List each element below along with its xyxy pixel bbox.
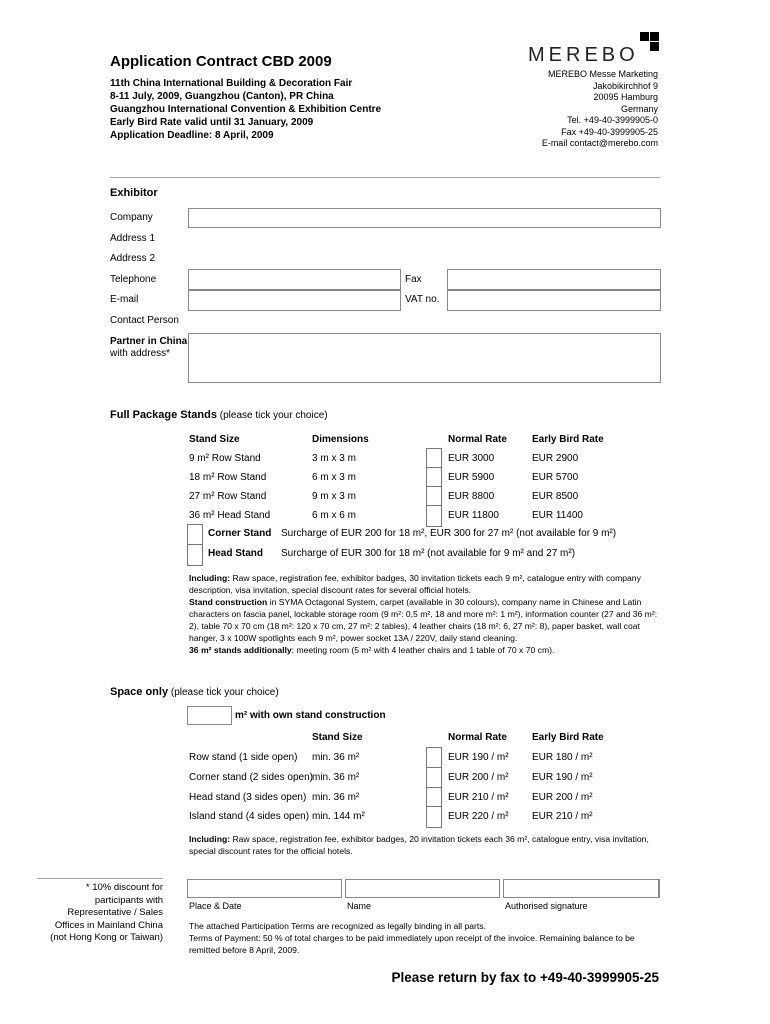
- space-size-cell: min. 144 m²: [312, 811, 365, 822]
- vat-field[interactable]: [447, 290, 661, 311]
- space-size-cell: min. 36 m²: [312, 752, 360, 763]
- company-address: [542, 69, 658, 150]
- space-only-title: Space only: [110, 686, 169, 698]
- col-normal-rate: Normal Rate: [448, 434, 507, 445]
- header-divider: [110, 177, 660, 178]
- normal-rate-cell: EUR 3000: [448, 453, 495, 464]
- stand-construction-text: hanger, 3 x 100W spotlights each 9 m², power socket 13A / 220V, daily stand cleaning.: [189, 633, 518, 643]
- space-including-label: Including:: [189, 834, 231, 844]
- space-early-cell: EUR 200 / m²: [532, 792, 593, 803]
- partner-address-field[interactable]: [188, 333, 661, 383]
- col-dimensions: Dimensions: [312, 434, 369, 445]
- logo-text: MEREBO: [528, 44, 639, 66]
- space-early-cell: EUR 190 / m²: [532, 772, 593, 783]
- contact-person-label: Contact Person: [110, 315, 179, 326]
- space-normal-cell: EUR 190 / m²: [448, 752, 509, 763]
- space-only-description: [189, 833, 649, 857]
- stand-size-cell: 27 m² Row Stand: [189, 491, 267, 502]
- dimensions-cell: 3 m x 3 m: [312, 453, 356, 464]
- deadline-note: Application Deadline: 8 April, 2009: [110, 130, 274, 141]
- space-m2-label: m² with own stand construction: [235, 710, 386, 721]
- space-checkbox[interactable]: [426, 767, 442, 789]
- space-only-heading: [110, 686, 279, 699]
- address-line: E-mail contact@merebo.com: [541, 138, 658, 148]
- head-stand-checkbox[interactable]: [187, 544, 203, 566]
- head-stand-surcharge: Surcharge of EUR 300 for 18 m² (not available for 9 m² and 27 m²): [281, 548, 576, 559]
- space-early-cell: EUR 210 / m²: [532, 811, 593, 822]
- event-name: 11th China International Building & Decoration Fair: [110, 78, 353, 89]
- early-rate-cell: EUR 11400: [532, 510, 583, 521]
- footnote-line: Representative / Sales: [67, 907, 163, 918]
- space-normal-cell: EUR 210 / m²: [448, 792, 509, 803]
- full-package-note: (please tick your choice): [219, 410, 328, 421]
- full-package-title: Full Package Stands: [110, 409, 217, 421]
- place-date-field[interactable]: [187, 879, 342, 898]
- full-package-heading: [110, 409, 328, 422]
- space-type-cell: Head stand (3 sides open): [189, 792, 307, 803]
- email-field[interactable]: [188, 290, 401, 311]
- name-label: Name: [347, 901, 372, 911]
- including-label: Including:: [189, 573, 231, 583]
- partner-sublabel: with address*: [110, 348, 171, 359]
- normal-rate-cell: EUR 11800: [448, 510, 499, 521]
- company-label: Company: [110, 212, 153, 223]
- address-line: Germany: [620, 103, 658, 114]
- address-line: MEREBO Messe Marketing: [547, 69, 658, 79]
- address-line: 20095 Hamburg: [593, 92, 658, 102]
- corner-stand-surcharge: Surcharge of EUR 200 for 18 m², EUR 300 for 27 m² (not available for 9 m²): [281, 528, 617, 539]
- space-type-cell: Island stand (4 sides open): [189, 811, 310, 822]
- space-checkbox[interactable]: [426, 806, 442, 828]
- stand-construction-text: 2), table 70 x 70 cm (18 m²: 120 x 70 cm, 27 m²: 2 tables), 4 leather chairs (18 m²: 6, 27 m²: 8), paper basket, wall coat: [189, 621, 640, 631]
- company-field[interactable]: [188, 208, 661, 228]
- footnote-divider: [37, 878, 163, 879]
- address1-label: Address 1: [110, 233, 156, 244]
- partner-label: Partner in China: [110, 336, 188, 347]
- early-rate-cell: EUR 5700: [532, 472, 579, 483]
- merebo-logo: [528, 32, 660, 66]
- address-line: Tel. +49-40-3999905-0: [567, 115, 658, 125]
- space-checkbox[interactable]: [426, 747, 442, 769]
- discount-footnote: [50, 882, 163, 945]
- dimensions-cell: 6 m x 3 m: [312, 472, 356, 483]
- space-early-cell: EUR 180 / m²: [532, 752, 593, 763]
- head-stand-label: Head Stand: [208, 548, 264, 559]
- exhibitor-heading: Exhibitor: [110, 187, 158, 199]
- additional-label: 36 m² stands additionally: [189, 645, 292, 655]
- space-m2-field[interactable]: [187, 706, 232, 725]
- stand-construction-label: Stand construction: [189, 597, 268, 607]
- stand-construction-text: in SYMA Octagonal System, carpet (available in 30 colours), company name in Chinese and Latin: [267, 597, 642, 607]
- space-only-note: (please tick your choice): [170, 687, 279, 698]
- footnote-line: Offices in Mainland China: [54, 919, 163, 931]
- signature-field-vline: [658, 879, 659, 898]
- fax-label: Fax: [405, 274, 422, 285]
- fax-field[interactable]: [447, 269, 661, 290]
- telephone-field[interactable]: [188, 269, 401, 290]
- col-space-normal-rate: Normal Rate: [448, 732, 507, 743]
- place-date-label: Place & Date: [189, 901, 242, 911]
- space-including-text: special discount rates for the official hotels.: [189, 846, 353, 856]
- col-stand-size: Stand Size: [189, 434, 240, 445]
- stand-size-cell: 18 m² Row Stand: [189, 472, 267, 483]
- space-size-cell: min. 36 m²: [312, 772, 360, 783]
- logo-square-1: [640, 32, 649, 41]
- space-including-text: Raw space, registration fee, exhibitor badges, 20 invitation tickets each 36 m², catalogue entry, visa invitation,: [230, 834, 649, 844]
- early-rate-cell: EUR 8500: [532, 491, 579, 502]
- event-venue: Guangzhou International Convention & Exhibition Centre: [110, 104, 382, 115]
- return-fax-instruction: Please return by fax to +49-40-3999905-25: [391, 970, 659, 985]
- name-field[interactable]: [345, 879, 500, 898]
- event-dates: 8-11 July, 2009, Guangzhou (Canton), PR China: [110, 91, 334, 102]
- terms-line: Terms of Payment: 50 % of total charges to be paid immediately upon receipt of the invoice. Remaining balance to be: [189, 933, 635, 943]
- space-normal-cell: EUR 220 / m²: [448, 811, 509, 822]
- space-normal-cell: EUR 200 / m²: [448, 772, 509, 783]
- logo-square-2: [650, 32, 659, 41]
- col-early-bird-rate: Early Bird Rate: [532, 434, 604, 445]
- footnote-line: (not Hong Kong or Taiwan): [50, 932, 163, 943]
- additional-text: : meeting room (5 m² with 4 leather chairs and 1 table of 70 x 70 cm).: [291, 645, 555, 655]
- stand-construction-text: characters on fascia panel, lockable storage room (9 m²: 0,5 m², 18 and more m²: 1 m²), information counter (27 and 36 m²:: [189, 609, 658, 619]
- page-title: Application Contract CBD 2009: [110, 53, 332, 70]
- telephone-label: Telephone: [110, 274, 157, 285]
- terms-text: [189, 920, 635, 956]
- signature-label: Authorised signature: [505, 901, 588, 911]
- signature-field[interactable]: [503, 879, 660, 898]
- col-space-early-rate: Early Bird Rate: [532, 732, 604, 743]
- footnote-line: * 10% discount for: [85, 882, 163, 893]
- terms-line: remitted before 8 April, 2009.: [189, 945, 300, 955]
- stand-size-cell: 36 m² Head Stand: [189, 510, 271, 521]
- dimensions-cell: 9 m x 3 m: [312, 491, 356, 502]
- dimensions-cell: 6 m x 6 m: [312, 510, 356, 521]
- vat-label: VAT no.: [405, 294, 440, 305]
- space-type-cell: Row stand (1 side open): [189, 752, 298, 763]
- corner-stand-checkbox[interactable]: [187, 524, 203, 546]
- including-text: description, visa invitation, special discount rates for several official hotels.: [189, 585, 472, 595]
- full-package-description: [189, 572, 657, 656]
- footnote-line: participants with: [94, 894, 163, 906]
- email-label: E-mail: [110, 294, 139, 305]
- space-size-cell: min. 36 m²: [312, 792, 360, 803]
- stand-checkbox[interactable]: [426, 505, 442, 527]
- corner-stand-label: Corner Stand: [208, 528, 272, 539]
- early-rate-cell: EUR 2900: [532, 453, 579, 464]
- logo-square-3: [650, 42, 659, 51]
- terms-line: The attached Participation Terms are recognized as legally binding in all parts.: [189, 921, 486, 931]
- col-space-stand-size: Stand Size: [312, 732, 363, 743]
- stand-size-cell: 9 m² Row Stand: [189, 453, 261, 464]
- early-bird-note: Early Bird Rate valid until 31 January, 2009: [110, 117, 314, 128]
- address2-label: Address 2: [110, 253, 156, 264]
- address-line: Fax +49-40-3999905-25: [561, 126, 658, 137]
- address-line: Jakobikirchhof 9: [592, 80, 658, 91]
- normal-rate-cell: EUR 5900: [448, 472, 495, 483]
- normal-rate-cell: EUR 8800: [448, 491, 495, 502]
- including-text: Raw space, registration fee, exhibitor badges, 30 invitation tickets each 9 m², catalogue entry with company: [230, 573, 641, 583]
- space-type-cell: Corner stand (2 sides open): [189, 772, 313, 783]
